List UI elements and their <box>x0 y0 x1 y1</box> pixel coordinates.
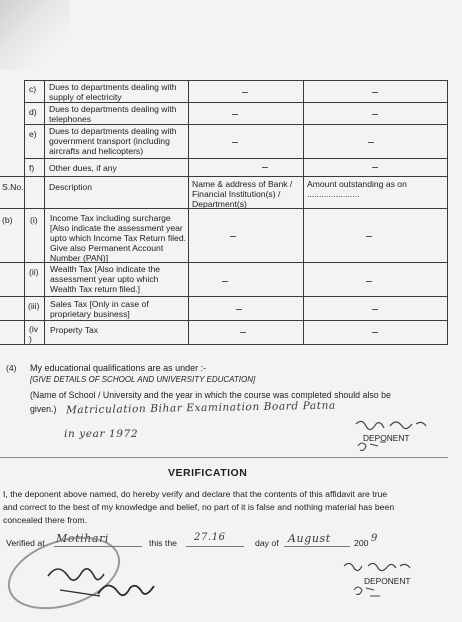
verification-title: VERIFICATION <box>168 467 248 479</box>
scan-shadow <box>0 0 70 70</box>
this-the-label: this the <box>149 538 178 548</box>
row-b-ii-desc: Wealth Tax [Also indicate the assessment year upto which Wealth Tax return filed.] <box>50 264 161 294</box>
day-of-label: day of <box>255 538 279 548</box>
education-instruction: [GIVE DETAILS OF SCHOOL AND UNIVERSITY EDUCATION] <box>30 375 256 384</box>
section-divider <box>0 457 448 458</box>
verification-para-1: I, the deponent above named, do hereby verify and declare that the contents of this affidavit are true <box>3 489 388 499</box>
row-d-desc: Dues to departments dealing with telephones <box>49 104 177 124</box>
row-c-desc: Dues to departments dealing with supply of electricity <box>49 82 177 102</box>
verified-place: Motihari <box>56 532 110 545</box>
row-e-desc: Dues to departments dealing with government transport (including aircrafts and helicopters) <box>49 126 177 156</box>
row-f-desc: Other dues, if any <box>49 163 117 173</box>
year-prefix: 200 <box>354 538 369 548</box>
row-c-id: c) <box>29 84 37 94</box>
verified-at-label: Verified at <box>6 538 45 548</box>
education-handwritten-1: Matriculation Bihar Examination Board Patna <box>65 399 336 417</box>
row-d-id: d) <box>29 107 37 117</box>
verification-deponent-label: DEPONENT <box>364 576 411 586</box>
year-suffix: 9 <box>371 533 378 544</box>
row-f-id: f) <box>29 163 35 173</box>
row-b-iv-id: (iv ) <box>29 324 39 344</box>
verification-para-2: and correct to the best of my knowledge and belief, no part of it is false and nothing material has been <box>3 502 395 512</box>
section-b-label: (b) <box>2 215 13 225</box>
row-b-iii-desc: Sales Tax [Only in case of proprietary business] <box>50 299 149 319</box>
education-handwritten-2: in year 1972 <box>64 428 139 440</box>
education-number: (4) <box>6 363 17 373</box>
day-value: 27.16 <box>194 532 226 543</box>
verification-para-3: concealed there from. <box>3 515 88 525</box>
education-line-1: (Name of School / University and the year in which the course was completed should also be <box>30 390 391 400</box>
row-b-iv-desc: Property Tax <box>50 325 99 335</box>
row-e-id: e) <box>29 129 37 139</box>
row-b-i-desc: Income Tax including surcharge [Also indicate the assessment year upto which Income Tax Return filed. Give also Permanent Account Number (PAN)] <box>50 213 186 263</box>
header-description: Description <box>49 182 92 192</box>
header-bank: Name & address of Bank / Financial Institution(s) / Department(s) <box>192 179 293 209</box>
education-line-2-prefix: given.) <box>30 404 57 414</box>
header-amount: Amount outstanding as on ...................... <box>307 179 407 199</box>
header-sno: S.No. <box>2 182 24 192</box>
notary-signature <box>40 560 170 602</box>
education-deponent-label: DEPONENT <box>363 433 410 443</box>
education-heading: My educational qualifications are as under :- <box>30 363 207 373</box>
row-b-ii-id: (ii) <box>29 267 39 277</box>
month-value: August <box>288 532 331 545</box>
row-b-iii-id: (iii) <box>28 301 40 311</box>
row-b-i-id: (i) <box>30 215 38 225</box>
